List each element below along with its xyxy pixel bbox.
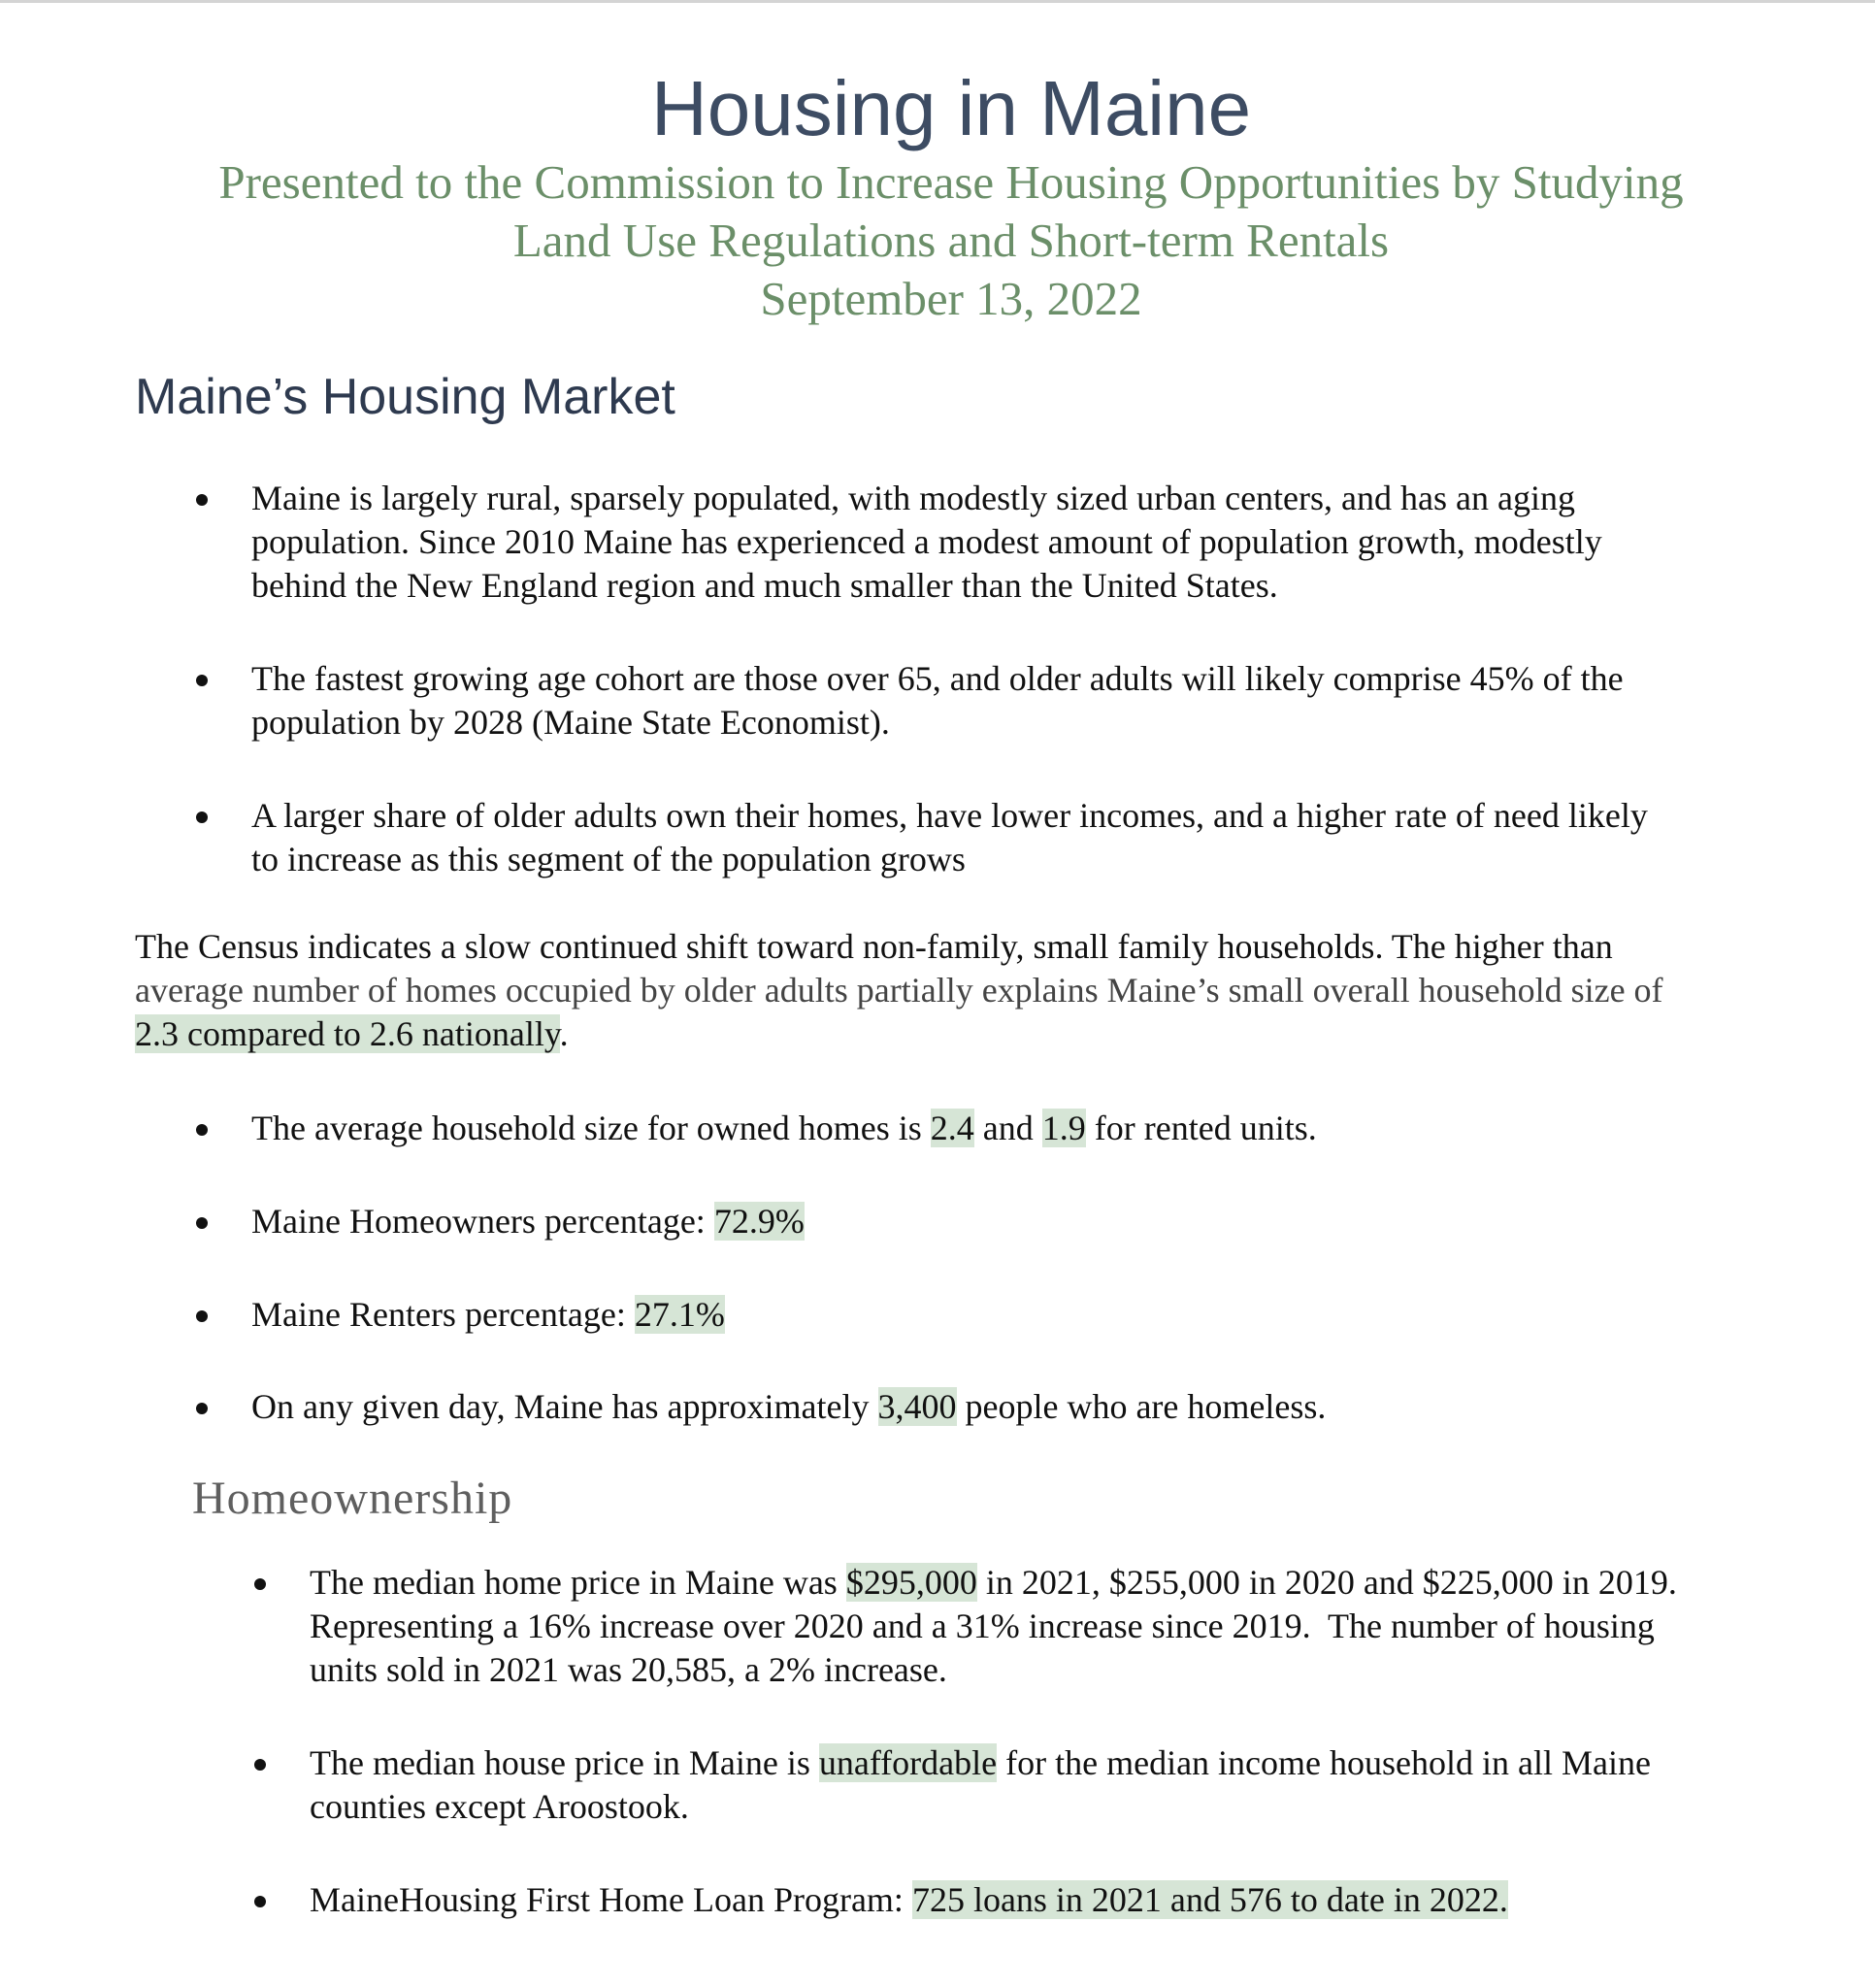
bullet-text-older-adults: A larger share of older adults own their homes, have lower incomes, and a higher rate of need likely to increase as this segment of the population grows: [251, 796, 1648, 878]
bullet-marker: [254, 1896, 266, 1907]
bullet-text-homeowners: Maine Homeowners percentage: 72.9%: [251, 1202, 805, 1241]
document-title: Housing in Maine: [650, 65, 1252, 151]
bullet-marker: [196, 675, 208, 686]
presentation-date: September 13, 2022: [760, 272, 1142, 325]
bullet-marker: [254, 1759, 266, 1771]
bullet-marker: [196, 1310, 208, 1322]
bullet-text-rural: Maine is largely rural, sparsely populated, with modestly sized urban centers, and has an aging population. Since 2010 Maine has experienced a modest amount of population growth, modestly behind the New England region and much smaller than the United States.: [251, 479, 1602, 605]
highlight-household-size: 2.3 compared to 2.6 nationally: [135, 1014, 560, 1053]
bullet-text-homeless: On any given day, Maine has approximately 3,400 people who are homeless.: [251, 1387, 1327, 1426]
bullet-marker: [196, 812, 208, 823]
subtitle-line: Land Use Regulations and Short-term Rentals: [512, 214, 1390, 267]
subtitle-line: Presented to the Commission to Increase Housing Opportunities by Studying: [218, 155, 1684, 209]
bullet-marker: [196, 494, 208, 506]
bullet-text-household-size: The average household size for owned homes is 2.4 and 1.9 for rented units.: [251, 1109, 1317, 1147]
section-heading-homeownership: Homeownership: [192, 1473, 513, 1524]
bullet-marker: [196, 1124, 208, 1136]
section-heading-housing-market: Maine’s Housing Market: [135, 369, 675, 425]
bullet-text-age-cohort: The fastest growing age cohort are those over 65, and older adults will likely comprise 45% of the population by 2028 (Maine State Economist).: [251, 659, 1624, 742]
bullet-text-median-price: The median home price in Maine was $295,000 in 2021, $255,000 in 2020 and $225,000 in 2019. Representing a 16% increase over 2020 and a 31% increase since 2019. The number of housing units sold in 2021 was 20,585, a 2% increase.: [310, 1563, 1677, 1689]
bullet-text-affordability: The median house price in Maine is unaffordable for the median income household in all Maine counties except Aroostook.: [310, 1743, 1651, 1826]
bullet-marker: [254, 1578, 266, 1590]
bullet-marker: [196, 1403, 208, 1414]
census-paragraph: The Census indicates a slow continued shift toward non-family, small family households. The higher than average number of homes occupied by older adults partially explains Maine’s small overall household size of 2.3 compared to 2.6 nationally.: [135, 927, 1663, 1053]
bullet-marker: [196, 1217, 208, 1229]
bullet-text-loan-program: MaineHousing First Home Loan Program: 725 loans in 2021 and 576 to date in 2022.: [310, 1880, 1508, 1919]
bullet-text-renters: Maine Renters percentage: 27.1%: [251, 1295, 725, 1334]
